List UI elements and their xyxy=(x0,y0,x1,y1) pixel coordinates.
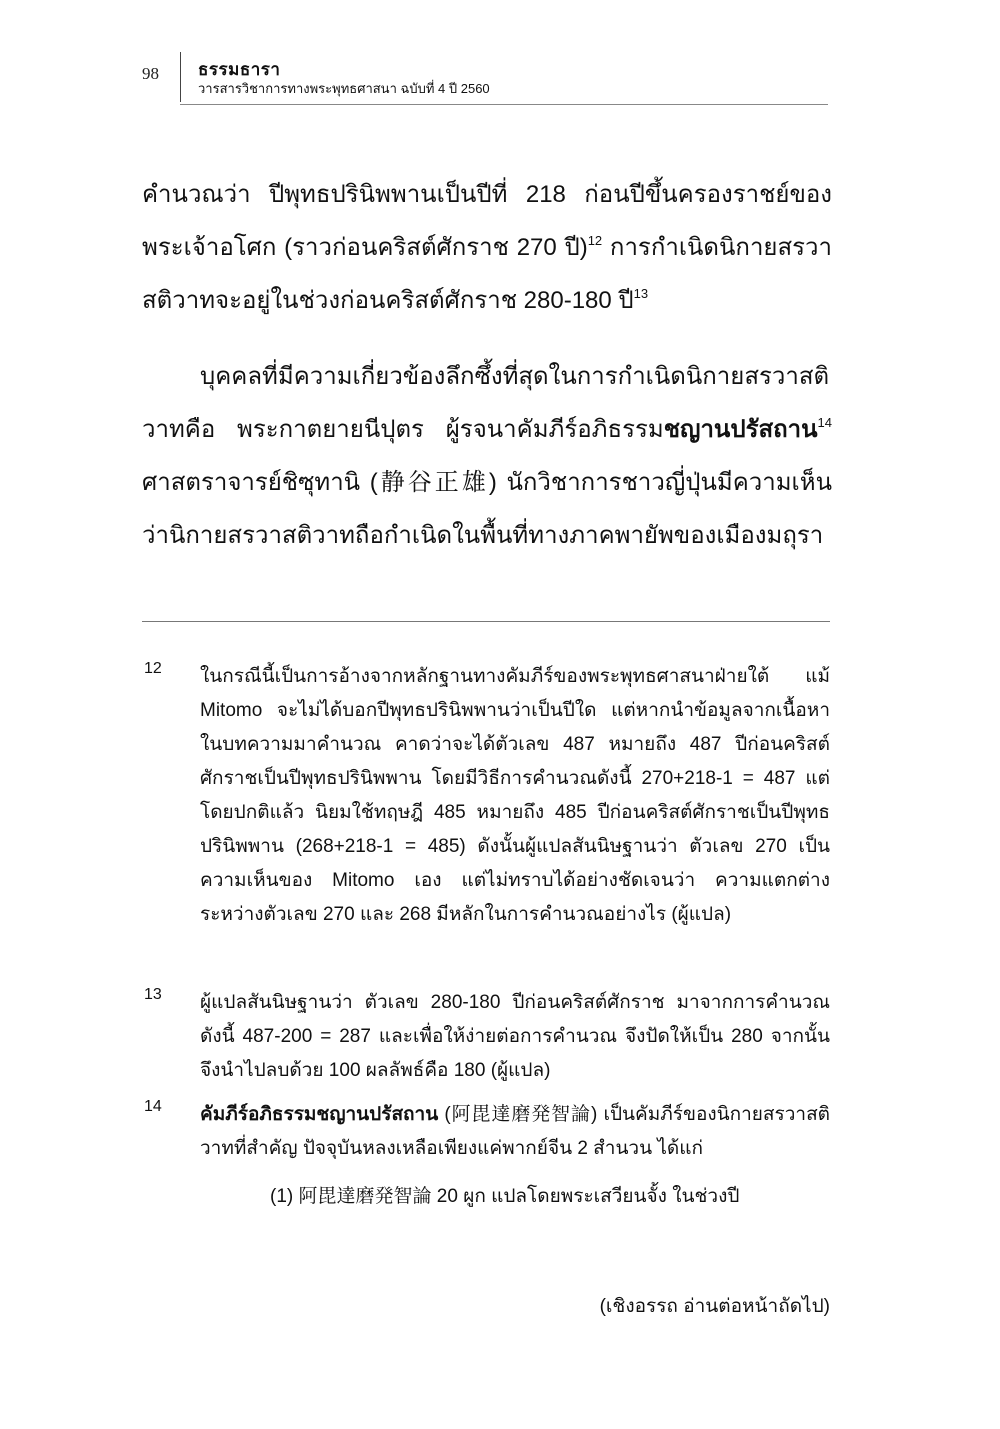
footnote-number: 14 xyxy=(144,1098,162,1115)
journal-subtitle: วารสารวิชาการทางพระพุทธศาสนา ฉบับที่ 4 ปี 2560 xyxy=(198,81,490,96)
page-number: 98 xyxy=(142,64,159,83)
footnote-text-rest: (阿毘達磨発智論) เป็นคัมภีร์ของนิกายสรวาสติวาทที่สำคัญ ปัจจุบันหลงเหลือเพียงแค่พากย์จีน 2 สำนวน ได้แก่ xyxy=(200,1104,830,1159)
footnote-14-item-1: (1) 阿毘達磨発智論 20 ผูก แปลโดยพระเสวียนจั้ง ในช่วงปี xyxy=(270,1186,740,1207)
footnote-separator xyxy=(142,621,830,622)
continued-note: (เชิงอรรถ อ่านต่อหน้าถัดไป) xyxy=(599,1296,830,1317)
footnote-ref-14[interactable]: 14 xyxy=(817,415,832,430)
para2-bold-term: ชญานปรัสถาน xyxy=(663,416,818,443)
footnote-text xyxy=(200,1098,830,1166)
para2-text-b: ศาสตราจารย์ชิซุทานิ (静谷正雄) นักวิชาการชาวญี่ปุ่นมีความเห็นว่านิกายสรวาสติวาทถือกำเนิดในพื้นที่ทางภาคพายัพของเมืองมถุรา xyxy=(142,469,832,549)
footnote-ref-13[interactable]: 13 xyxy=(633,286,649,301)
header-divider-horizontal xyxy=(180,104,828,105)
footnote-bold-term: คัมภีร์อภิธรรมชญานปรัสถาน xyxy=(200,1104,439,1125)
header-divider-vertical xyxy=(180,52,181,102)
footnote-text: ในกรณีนี้เป็นการอ้างจากหลักฐานทางคัมภีร์ของพระพุทธศาสนาฝ่ายใต้ แม้ Mitomo จะไม่ได้บอกปีพุทธปรินิพพานว่าเป็นปีใด แต่หากนำข้อมูลจากเนื้อหาในบทความมาคำนวณ คาดว่าจะได้ตัวเลข 487 หมายถึง 487 ปีก่อนคริสต์ศักราชเป็นปีพุทธปรินิพพาน โดยมีวิธีการคำนวณดังนี้ 270+218-1 = 487 แต่โดยปกติแล้ว นิยมใช้ทฤษฎี 485 หมายถึง 485 ปีก่อนคริสต์ศักราชเป็นปีพุทธปรินิพพาน (268+218-1 = 485) ดังนั้นผู้แปลสันนิษฐานว่า ตัวเลข 270 เป็นความเห็นของ Mitomo เอง แต่ไม่ทราบได้อย่างชัดเจนว่า ความแตกต่างระหว่างตัวเลข 270 และ 268 มีหลักในการคำนวณอย่างไร (ผู้แปล) xyxy=(200,666,830,925)
para1-text-a: คำนวณว่า ปีพุทธปรินิพพานเป็นปีที่ 218 ก่อนปีขึ้นครองราชย์ของพระเจ้าอโศก (ราวก่อนคริสต์ศักราช 270 ปี) xyxy=(142,181,832,261)
para2-text-a: บุคคลที่มีความเกี่ยวข้องลึกซึ้งที่สุดในการกำเนิดนิกายสรวาสติวาทคือ พระกาตยายนีปุตร ผู้รจนาคัมภีร์อภิธรรม xyxy=(142,363,830,443)
footnote-text: ผู้แปลสันนิษฐานว่า ตัวเลข 280-180 ปีก่อนคริสต์ศักราช มาจากการคำนวณดังนี้ 487-200 = 287 และเพื่อให้ง่ายต่อการคำนวณ จึงปัดให้เป็น 280 จากนั้นจึงนำไปลบด้วย 100 ผลลัพธ์คือ 180 (ผู้แปล) xyxy=(200,992,830,1081)
page-header xyxy=(0,0,1000,110)
body-paragraph-1 xyxy=(142,168,832,327)
footnote-ref-12[interactable]: 12 xyxy=(587,233,603,248)
footnote-number: 12 xyxy=(144,660,162,677)
para1-text-b: การกำเนิดนิกายสรวาสติวาทจะอยู่ในช่วงก่อนคริสต์ศักราช 280-180 ปี xyxy=(142,234,832,314)
body-paragraph-2 xyxy=(142,350,832,562)
footnote-number: 13 xyxy=(144,986,162,1003)
journal-name: ธรรมธารา xyxy=(198,60,281,79)
